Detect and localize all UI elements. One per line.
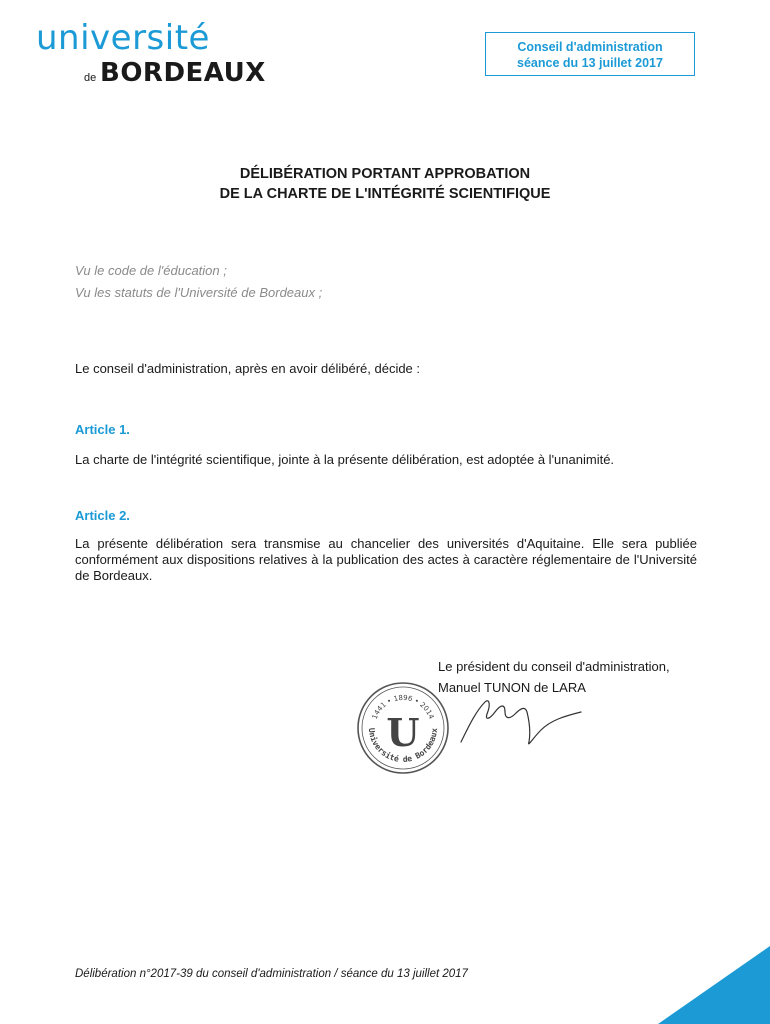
title-line-1: DÉLIBÉRATION PORTANT APPROBATION <box>239 166 531 182</box>
logo-de-text: de <box>84 72 97 84</box>
document-title <box>0 164 770 204</box>
seal-letter: U <box>386 710 420 755</box>
session-line-1: Conseil d'administration <box>517 40 663 54</box>
corner-decoration <box>658 946 770 1024</box>
article-2-title: Article 2. <box>75 508 130 523</box>
article-2-text: La présente délibération sera transmise au chancelier des universités d'Aquitaine. Elle sera publiée conformément aux dispositions relatives à la publication des actes à caractère réglementaire de l'Université de Bordeaux. <box>75 536 697 583</box>
seal-name-text: Université de Bordeaux <box>366 727 440 765</box>
university-logo <box>36 18 266 88</box>
signer-name: Manuel TUNON de LARA <box>438 680 586 695</box>
logo-bordeaux-text: BORDEAUX <box>100 58 266 88</box>
title-line-2: DE LA CHARTE DE L'INTÉGRITÉ SCIENTIFIQUE <box>219 186 551 202</box>
signer-role: Le président du conseil d'administration, <box>438 659 670 674</box>
logo-universite-text: université <box>36 18 210 58</box>
seal-years-text: 1441 • 1896 • 2014 <box>370 693 436 721</box>
article-1-text: La charte de l'intégrité scientifique, jointe à la présente délibération, est adoptée à l'unanimité. <box>75 452 615 467</box>
handwritten-signature <box>455 690 585 750</box>
session-line-2: séance du 13 juillet 2017 <box>517 56 663 70</box>
university-seal-stamp <box>355 680 451 776</box>
footer-reference: Délibération n°2017-39 du conseil d'administration / séance du 13 juillet 2017 <box>75 968 468 980</box>
article-1-title: Article 1. <box>75 422 130 437</box>
visa-education-code: Vu le code de l'éducation ; <box>75 263 227 278</box>
visa-statutes: Vu les statuts de l'Université de Bordeaux ; <box>75 285 323 300</box>
decision-intro: Le conseil d'administration, après en avoir délibéré, décide : <box>75 361 421 376</box>
session-box <box>485 32 695 76</box>
